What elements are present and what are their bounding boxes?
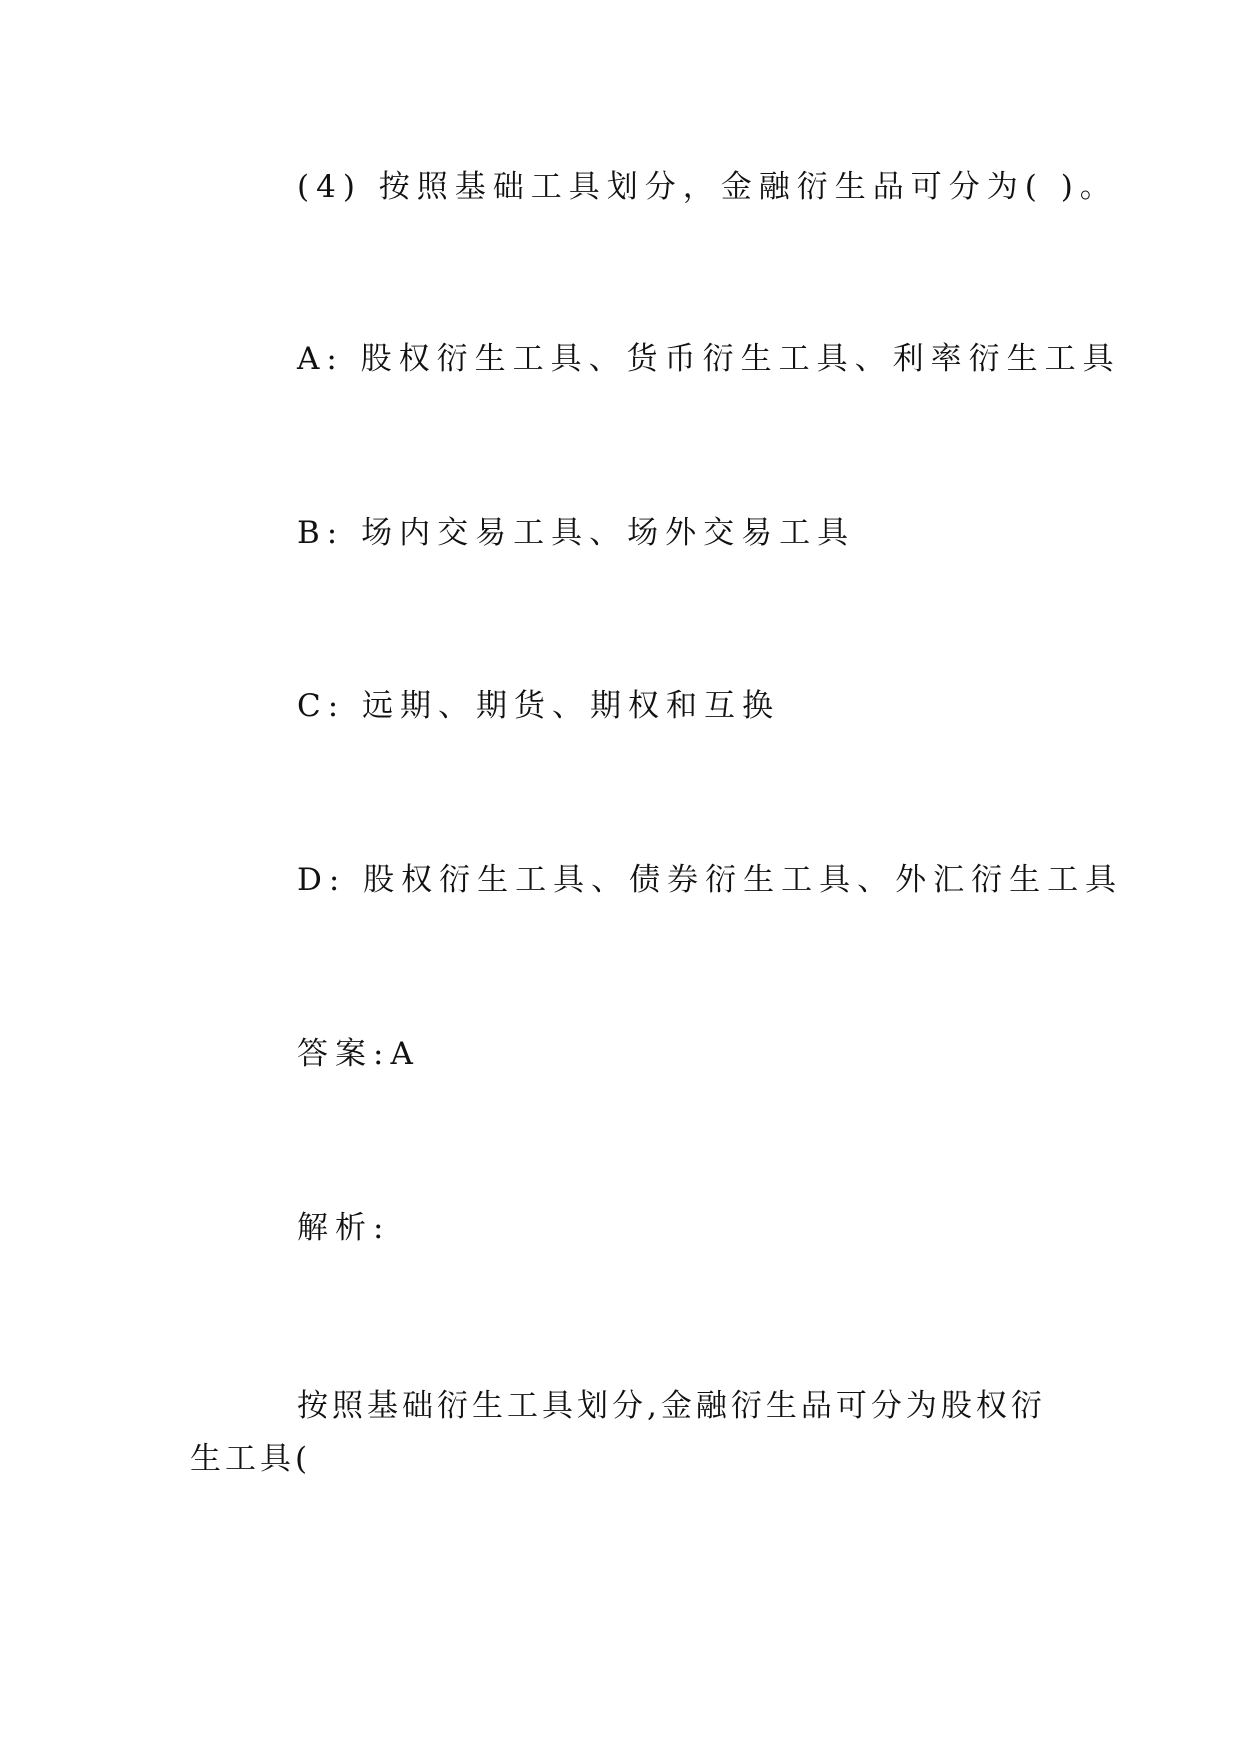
option-a: A: 股权衍生工具、货币衍生工具、利率衍生工具 xyxy=(297,341,1121,377)
option-d: D: 股权衍生工具、债券衍生工具、外汇衍生工具 xyxy=(297,862,1124,898)
answer-text: 答案:A xyxy=(297,1036,420,1072)
option-c: C: 远期、期货、期权和互换 xyxy=(297,688,781,724)
option-b: B: 场内交易工具、场外交易工具 xyxy=(297,515,856,551)
question-text: (4) 按照基础工具划分，金融衍生品可分为( )。 xyxy=(297,169,1118,205)
analysis-heading: 解析: xyxy=(297,1210,391,1246)
analysis-body: 按照基础衍生工具划分,金融衍生品可分为股权衍生工具( xyxy=(190,1388,1046,1477)
